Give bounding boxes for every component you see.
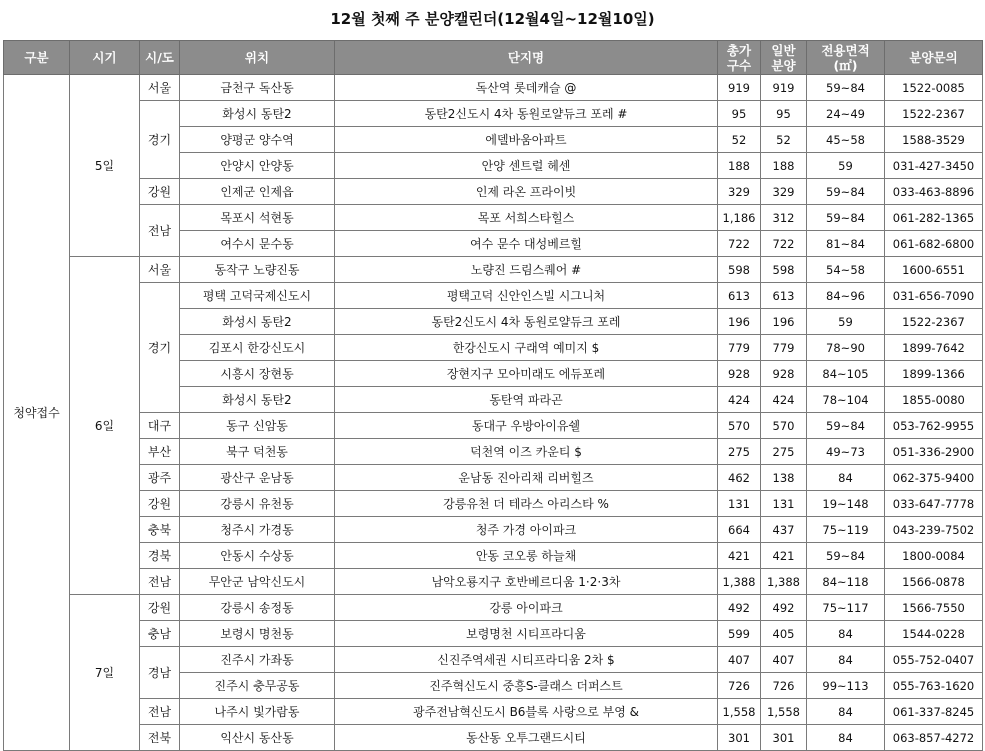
contact-cell: 053-762-9955 <box>885 413 983 439</box>
region-cell: 경북 <box>140 543 180 569</box>
general-units-cell: 613 <box>761 283 807 309</box>
area-cell: 78~104 <box>807 387 885 413</box>
complex-name-cell: 안양 센트럴 헤센 <box>335 153 718 179</box>
complex-name-cell: 독산역 롯데캐슬 @ <box>335 75 718 101</box>
area-cell: 24~49 <box>807 101 885 127</box>
total-units-cell: 613 <box>718 283 761 309</box>
area-cell: 81~84 <box>807 231 885 257</box>
contact-cell: 063-857-4272 <box>885 725 983 751</box>
area-cell: 75~119 <box>807 517 885 543</box>
contact-cell: 1588-3529 <box>885 127 983 153</box>
complex-name-cell: 장현지구 모아미래도 에듀포레 <box>335 361 718 387</box>
region-cell: 부산 <box>140 439 180 465</box>
general-units-cell: 329 <box>761 179 807 205</box>
region-cell: 서울 <box>140 257 180 283</box>
complex-name-cell: 동대구 우방아이유쉘 <box>335 413 718 439</box>
column-header: 시기 <box>70 41 140 75</box>
total-units-cell: 1,558 <box>718 699 761 725</box>
total-units-cell: 726 <box>718 673 761 699</box>
general-units-cell: 779 <box>761 335 807 361</box>
location-cell: 청주시 가경동 <box>180 517 335 543</box>
general-units-cell: 275 <box>761 439 807 465</box>
general-units-cell: 437 <box>761 517 807 543</box>
table-row <box>4 439 983 465</box>
total-units-cell: 919 <box>718 75 761 101</box>
area-cell: 54~58 <box>807 257 885 283</box>
total-units-cell: 301 <box>718 725 761 751</box>
location-cell: 무안군 남악신도시 <box>180 569 335 595</box>
contact-cell: 1522-2367 <box>885 101 983 127</box>
complex-name-cell: 운남동 진아리채 리버힐즈 <box>335 465 718 491</box>
contact-cell: 031-427-3450 <box>885 153 983 179</box>
area-cell: 49~73 <box>807 439 885 465</box>
total-units-cell: 52 <box>718 127 761 153</box>
table-row <box>4 205 983 231</box>
contact-cell: 061-682-6800 <box>885 231 983 257</box>
total-units-cell: 424 <box>718 387 761 413</box>
general-units-cell: 407 <box>761 647 807 673</box>
contact-cell: 031-656-7090 <box>885 283 983 309</box>
total-units-cell: 95 <box>718 101 761 127</box>
column-header: 총가 구수 <box>718 41 761 75</box>
table-row <box>4 75 983 101</box>
column-header: 시/도 <box>140 41 180 75</box>
total-units-cell: 462 <box>718 465 761 491</box>
total-units-cell: 570 <box>718 413 761 439</box>
total-units-cell: 275 <box>718 439 761 465</box>
location-cell: 광산구 운남동 <box>180 465 335 491</box>
page-title: 12월 첫째 주 분양캘린더(12월4일~12월10일) <box>330 10 655 28</box>
region-cell: 강원 <box>140 595 180 621</box>
contact-cell: 1855-0080 <box>885 387 983 413</box>
general-units-cell: 1,388 <box>761 569 807 595</box>
complex-name-cell: 광주전남혁신도시 B6블록 사랑으로 부영 & <box>335 699 718 725</box>
location-cell: 익산시 동산동 <box>180 725 335 751</box>
location-cell: 동구 신암동 <box>180 413 335 439</box>
location-cell: 나주시 빛가람동 <box>180 699 335 725</box>
table-row <box>4 413 983 439</box>
location-cell: 보령시 명천동 <box>180 621 335 647</box>
general-units-cell: 722 <box>761 231 807 257</box>
total-units-cell: 664 <box>718 517 761 543</box>
complex-name-cell: 강릉유천 더 테라스 아리스타 % <box>335 491 718 517</box>
contact-cell: 061-282-1365 <box>885 205 983 231</box>
complex-name-cell: 에델바움아파트 <box>335 127 718 153</box>
contact-cell: 1544-0228 <box>885 621 983 647</box>
column-header: 구분 <box>4 41 70 75</box>
area-cell: 84 <box>807 647 885 673</box>
contact-cell: 033-647-7778 <box>885 491 983 517</box>
location-cell: 화성시 동탄2 <box>180 309 335 335</box>
area-cell: 19~148 <box>807 491 885 517</box>
contact-cell: 1899-7642 <box>885 335 983 361</box>
region-cell: 전남 <box>140 205 180 257</box>
general-units-cell: 196 <box>761 309 807 335</box>
area-cell: 59 <box>807 153 885 179</box>
table-row <box>4 725 983 751</box>
contact-cell: 1522-0085 <box>885 75 983 101</box>
contact-cell: 1522-2367 <box>885 309 983 335</box>
area-cell: 84~96 <box>807 283 885 309</box>
complex-name-cell: 한강신도시 구래역 예미지 $ <box>335 335 718 361</box>
category-cell: 청약접수 <box>4 75 70 751</box>
contact-cell: 055-763-1620 <box>885 673 983 699</box>
general-units-cell: 492 <box>761 595 807 621</box>
general-units-cell: 312 <box>761 205 807 231</box>
total-units-cell: 196 <box>718 309 761 335</box>
location-cell: 김포시 한강신도시 <box>180 335 335 361</box>
table-row <box>4 699 983 725</box>
area-cell: 59~84 <box>807 179 885 205</box>
complex-name-cell: 동탄역 파라곤 <box>335 387 718 413</box>
area-cell: 84 <box>807 465 885 491</box>
complex-name-cell: 보령명천 시티프라디움 <box>335 621 718 647</box>
area-cell: 59 <box>807 309 885 335</box>
general-units-cell: 52 <box>761 127 807 153</box>
complex-name-cell: 동탄2신도시 4차 동원로얄듀크 포레 # <box>335 101 718 127</box>
area-cell: 84 <box>807 621 885 647</box>
region-cell: 광주 <box>140 465 180 491</box>
area-cell: 59~84 <box>807 205 885 231</box>
complex-name-cell: 동산동 오투그랜드시티 <box>335 725 718 751</box>
location-cell: 시흥시 장현동 <box>180 361 335 387</box>
column-header: 단지명 <box>335 41 718 75</box>
region-cell: 강원 <box>140 491 180 517</box>
location-cell: 여수시 문수동 <box>180 231 335 257</box>
table-row <box>4 595 983 621</box>
area-cell: 78~90 <box>807 335 885 361</box>
area-cell: 84 <box>807 699 885 725</box>
location-cell: 진주시 충무공동 <box>180 673 335 699</box>
complex-name-cell: 신진주역세권 시티프라디움 2차 $ <box>335 647 718 673</box>
location-cell: 화성시 동탄2 <box>180 387 335 413</box>
total-units-cell: 598 <box>718 257 761 283</box>
day-cell: 5일 <box>70 75 140 257</box>
column-header: 위치 <box>180 41 335 75</box>
general-units-cell: 405 <box>761 621 807 647</box>
complex-name-cell: 강릉 아이파크 <box>335 595 718 621</box>
area-cell: 84~118 <box>807 569 885 595</box>
total-units-cell: 492 <box>718 595 761 621</box>
region-cell: 전남 <box>140 569 180 595</box>
table-row <box>4 491 983 517</box>
total-units-cell: 928 <box>718 361 761 387</box>
region-cell: 충북 <box>140 517 180 543</box>
complex-name-cell: 노량진 드림스퀘어 # <box>335 257 718 283</box>
contact-cell: 1600-6551 <box>885 257 983 283</box>
contact-cell: 061-337-8245 <box>885 699 983 725</box>
total-units-cell: 1,186 <box>718 205 761 231</box>
table-row <box>4 179 983 205</box>
table-row <box>4 465 983 491</box>
location-cell: 양평군 양수역 <box>180 127 335 153</box>
region-cell: 경기 <box>140 283 180 413</box>
general-units-cell: 928 <box>761 361 807 387</box>
column-header: 분양문의 <box>885 41 983 75</box>
general-units-cell: 95 <box>761 101 807 127</box>
area-cell: 45~58 <box>807 127 885 153</box>
complex-name-cell: 청주 가경 아이파크 <box>335 517 718 543</box>
complex-name-cell: 진주혁신도시 중흥S-클래스 더퍼스트 <box>335 673 718 699</box>
contact-cell: 1566-0878 <box>885 569 983 595</box>
total-units-cell: 599 <box>718 621 761 647</box>
region-cell: 서울 <box>140 75 180 101</box>
header-row <box>4 41 983 75</box>
complex-name-cell: 덕천역 이즈 카운티 $ <box>335 439 718 465</box>
total-units-cell: 421 <box>718 543 761 569</box>
region-cell: 전북 <box>140 725 180 751</box>
contact-cell: 1566-7550 <box>885 595 983 621</box>
total-units-cell: 779 <box>718 335 761 361</box>
area-cell: 99~113 <box>807 673 885 699</box>
region-cell: 강원 <box>140 179 180 205</box>
complex-name-cell: 목포 서희스타힐스 <box>335 205 718 231</box>
contact-cell: 1899-1366 <box>885 361 983 387</box>
contact-cell: 043-239-7502 <box>885 517 983 543</box>
region-cell: 전남 <box>140 699 180 725</box>
location-cell: 진주시 가좌동 <box>180 647 335 673</box>
total-units-cell: 188 <box>718 153 761 179</box>
location-cell: 안양시 안양동 <box>180 153 335 179</box>
table-row <box>4 517 983 543</box>
area-cell: 59~84 <box>807 413 885 439</box>
location-cell: 강릉시 유천동 <box>180 491 335 517</box>
sales-calendar-table <box>3 40 983 751</box>
location-cell: 평택 고덕국제신도시 <box>180 283 335 309</box>
location-cell: 인제군 인제읍 <box>180 179 335 205</box>
contact-cell: 055-752-0407 <box>885 647 983 673</box>
complex-name-cell: 인제 라온 프라이빗 <box>335 179 718 205</box>
region-cell: 경남 <box>140 647 180 699</box>
complex-name-cell: 여수 문수 대성베르힐 <box>335 231 718 257</box>
day-cell: 7일 <box>70 595 140 751</box>
location-cell: 동작구 노량진동 <box>180 257 335 283</box>
complex-name-cell: 안동 코오롱 하늘채 <box>335 543 718 569</box>
location-cell: 화성시 동탄2 <box>180 101 335 127</box>
general-units-cell: 138 <box>761 465 807 491</box>
table-row <box>4 283 983 309</box>
area-cell: 84~105 <box>807 361 885 387</box>
complex-name-cell: 남악오룡지구 호반베르디움 1·2·3차 <box>335 569 718 595</box>
region-cell: 대구 <box>140 413 180 439</box>
total-units-cell: 722 <box>718 231 761 257</box>
location-cell: 북구 덕천동 <box>180 439 335 465</box>
general-units-cell: 598 <box>761 257 807 283</box>
complex-name-cell: 평택고덕 신안인스빌 시그니처 <box>335 283 718 309</box>
general-units-cell: 726 <box>761 673 807 699</box>
region-cell: 충남 <box>140 621 180 647</box>
region-cell: 경기 <box>140 101 180 179</box>
total-units-cell: 1,388 <box>718 569 761 595</box>
table-row <box>4 621 983 647</box>
contact-cell: 033-463-8896 <box>885 179 983 205</box>
contact-cell: 1800-0084 <box>885 543 983 569</box>
contact-cell: 051-336-2900 <box>885 439 983 465</box>
general-units-cell: 919 <box>761 75 807 101</box>
table-row <box>4 257 983 283</box>
area-cell: 59~84 <box>807 543 885 569</box>
general-units-cell: 570 <box>761 413 807 439</box>
location-cell: 목포시 석현동 <box>180 205 335 231</box>
general-units-cell: 188 <box>761 153 807 179</box>
general-units-cell: 421 <box>761 543 807 569</box>
location-cell: 강릉시 송정동 <box>180 595 335 621</box>
total-units-cell: 131 <box>718 491 761 517</box>
table-row <box>4 101 983 127</box>
area-cell: 84 <box>807 725 885 751</box>
general-units-cell: 424 <box>761 387 807 413</box>
general-units-cell: 301 <box>761 725 807 751</box>
table-row <box>4 647 983 673</box>
column-header: 일반 분양 <box>761 41 807 75</box>
location-cell: 금천구 독산동 <box>180 75 335 101</box>
table-row <box>4 569 983 595</box>
contact-cell: 062-375-9400 <box>885 465 983 491</box>
day-cell: 6일 <box>70 257 140 595</box>
area-cell: 75~117 <box>807 595 885 621</box>
area-cell: 59~84 <box>807 75 885 101</box>
complex-name-cell: 동탄2신도시 4차 동원로얄듀크 포레 <box>335 309 718 335</box>
table-row <box>4 543 983 569</box>
general-units-cell: 131 <box>761 491 807 517</box>
column-header: 전용면적 (㎡) <box>807 41 885 75</box>
total-units-cell: 329 <box>718 179 761 205</box>
location-cell: 안동시 수상동 <box>180 543 335 569</box>
general-units-cell: 1,558 <box>761 699 807 725</box>
total-units-cell: 407 <box>718 647 761 673</box>
